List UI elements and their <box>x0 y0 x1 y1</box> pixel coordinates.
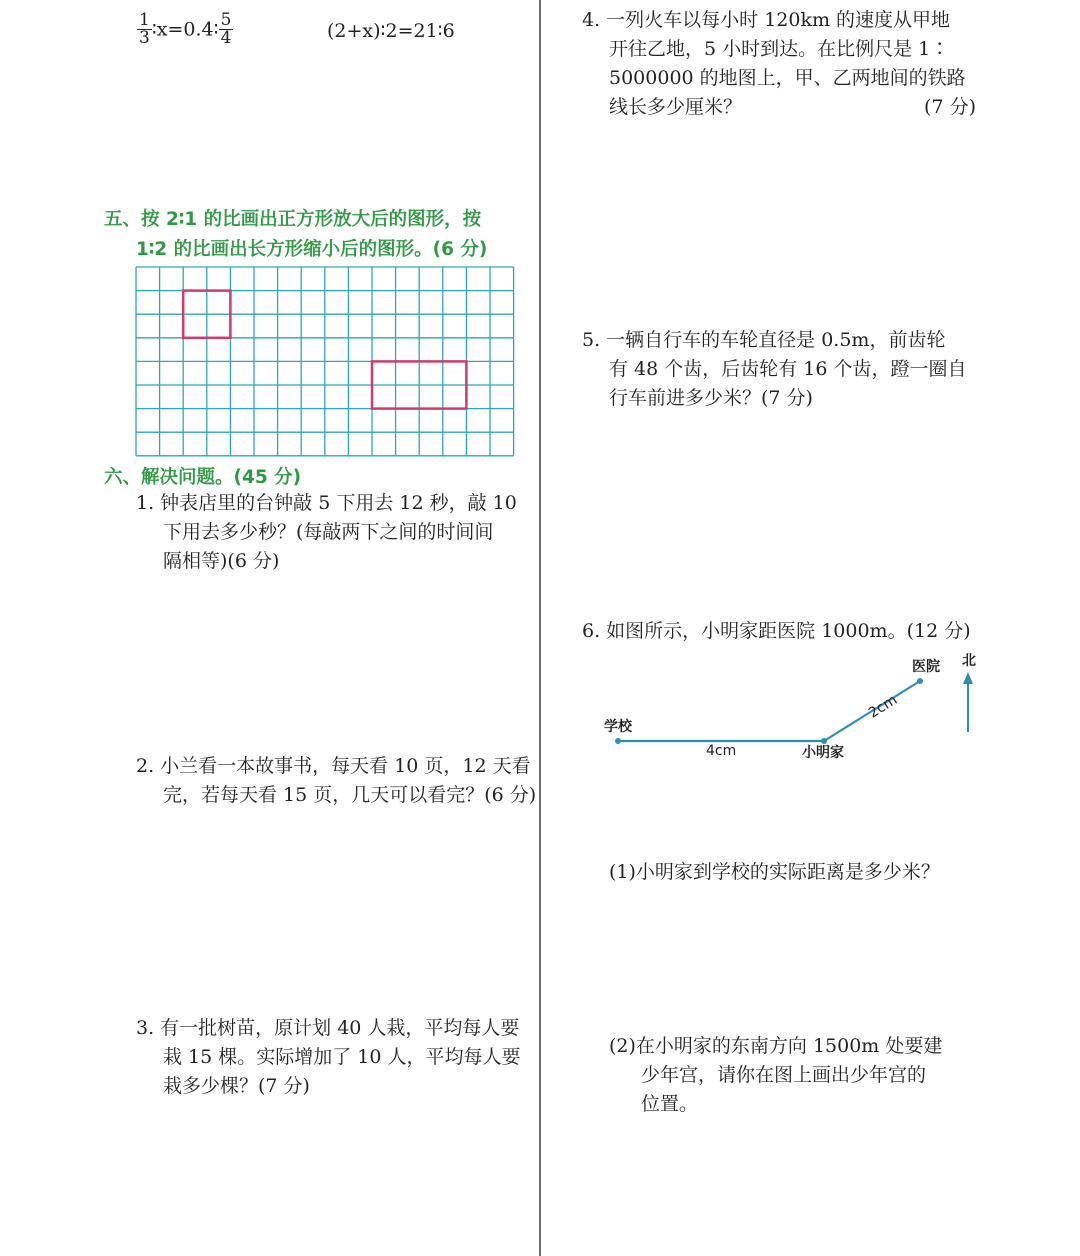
question-4-line2: 开往乙地，5 小时到达。在比例尺是 1∶ <box>609 38 950 60</box>
question-3-line3: 栽多少棵？(7 分) <box>163 1075 310 1097</box>
question-4-line1: 4. 一列火车以每小时 120km 的速度从甲地 <box>582 9 951 31</box>
hospital-point <box>917 678 923 684</box>
question-1-line1: 1. 钟表店里的台钟敲 5 下用去 12 秒，敲 10 <box>136 492 517 514</box>
equation-2: (2+x)∶2=21∶6 <box>327 20 455 42</box>
section5-title-line2: 1∶2 的比画出长方形缩小后的图形。(6 分) <box>136 239 488 260</box>
question-2-line2: 完，若每天看 15 页，几天可以看完？(6 分) <box>163 784 537 806</box>
map-label-north: 北 <box>962 653 976 669</box>
question-4 <box>582 6 976 122</box>
question-6-sub2-line2: 少年宫，请你在图上画出少年宫的 <box>641 1064 927 1086</box>
question-2-line1: 2. 小兰看一本故事书，每天看 10 页，12 天看 <box>136 755 531 777</box>
question-1 <box>136 489 517 576</box>
map-label-home: 小明家 <box>802 745 844 761</box>
fraction-denominator: 4 <box>220 28 232 48</box>
question-4-line4-wrap <box>582 93 976 122</box>
question-4-line3: 5000000 的地图上，甲、乙两地间的铁路 <box>609 67 966 89</box>
question-2 <box>136 752 536 810</box>
fraction-numerator: 5 <box>220 10 232 30</box>
map-label-school: 学校 <box>604 719 632 735</box>
fraction-five-fourths <box>219 12 234 47</box>
column-divider <box>539 0 541 1256</box>
question-5-line3: 行车前进多少米？(7 分) <box>609 387 813 409</box>
question-5-line1: 5. 一辆自行车的车轮直径是 0.5m，前齿轮 <box>582 329 946 351</box>
question-3 <box>136 1014 521 1101</box>
question-4-points: (7 分) <box>924 96 976 118</box>
question-4-line4: 线长多少厘米？ <box>609 96 743 118</box>
map-distance-home-hospital: 2cm <box>866 691 901 722</box>
school-point <box>615 738 621 744</box>
fraction-denominator: 3 <box>139 28 150 48</box>
section5-title-line1: 五、按 2∶1 的比画出正方形放大后的图形，按 <box>104 209 482 230</box>
question-1-line2: 下用去多少秒？(每敲两下之间的时间间 <box>163 521 494 543</box>
equation-middle: ∶x=0.4∶ <box>151 18 219 41</box>
map-label-hospital: 医院 <box>912 659 940 675</box>
map-distance-school-home: 4cm <box>706 743 737 759</box>
section6-title: 六、解决问题。(45 分) <box>104 467 302 488</box>
fraction-numerator: 1 <box>139 10 150 30</box>
question-6-title: 6. 如图所示，小明家距医院 1000m。(12 分) <box>582 620 971 642</box>
question-3-line2: 栽 15 棵。实际增加了 10 人，平均每人要 <box>163 1046 521 1068</box>
question-5 <box>582 326 967 413</box>
question-6-sub1: (1)小明家到学校的实际距离是多少米？ <box>609 861 940 883</box>
question-5-line2: 有 48 个齿，后齿轮有 16 个齿，蹬一圈自 <box>609 358 967 380</box>
square-grid <box>133 265 517 461</box>
north-arrow-icon <box>963 672 973 684</box>
question-3-line1: 3. 有一批树苗，原计划 40 人栽，平均每人要 <box>136 1017 520 1039</box>
equation-1 <box>137 12 233 47</box>
question-6-sub2-line3: 位置。 <box>641 1093 699 1115</box>
question-6-sub2-line1: (2)在小明家的东南方向 1500m 处要建 <box>609 1035 943 1057</box>
question-1-line3: 隔相等)(6 分) <box>163 550 280 572</box>
fraction-one-third <box>137 12 152 47</box>
question-6-sub2 <box>609 1032 942 1119</box>
